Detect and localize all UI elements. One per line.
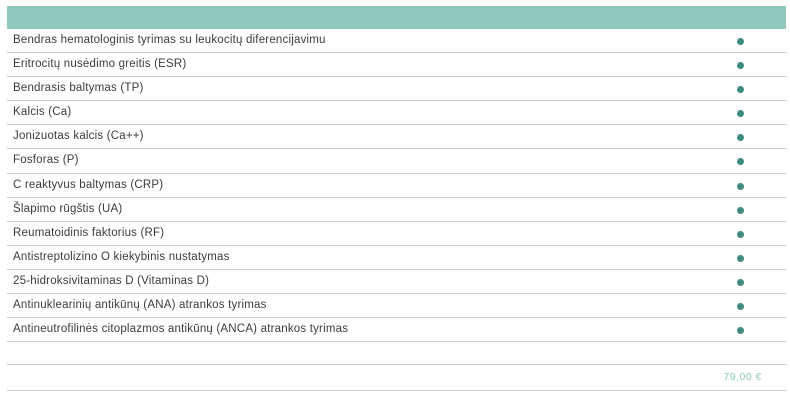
included-dot-icon <box>737 279 744 286</box>
test-list <box>7 29 786 342</box>
table-row <box>7 246 786 270</box>
test-name: Fosforas (P) <box>13 154 79 167</box>
included-dot-icon <box>737 62 744 69</box>
test-name: Jonizuotas kalcis (Ca++) <box>13 130 144 143</box>
table-row <box>7 198 786 222</box>
included-dot-icon <box>737 207 744 214</box>
included-dot-icon <box>737 255 744 262</box>
table-header <box>7 6 786 29</box>
table-row <box>7 101 786 125</box>
table-row <box>7 125 786 149</box>
test-name: Kalcis (Ca) <box>13 106 72 119</box>
tests-table <box>7 6 786 391</box>
table-row <box>7 29 786 53</box>
table-row <box>7 174 786 198</box>
test-name: 25-hidroksivitaminas D (Vitaminas D) <box>13 274 210 287</box>
test-name: Antineutrofilinės citoplazmos antikūnų (ANCA) atrankos tyrimas <box>13 323 349 336</box>
table-row <box>7 318 786 342</box>
included-dot-icon <box>737 183 744 190</box>
package-price: 79,00 € <box>723 371 762 384</box>
test-name: Antistreptolizino O kiekybinis nustatymas <box>13 250 230 263</box>
table-row <box>7 53 786 77</box>
table-row <box>7 294 786 318</box>
test-name: Šlapimo rūgštis (UA) <box>13 202 123 215</box>
included-dot-icon <box>737 38 744 45</box>
table-row <box>7 149 786 173</box>
test-name: Bendras hematologinis tyrimas su leukocitų diferencijavimu <box>13 34 326 46</box>
included-dot-icon <box>737 327 744 334</box>
included-dot-icon <box>737 134 744 141</box>
test-name: Reumatoidinis faktorius (RF) <box>13 226 165 239</box>
spacer <box>7 342 786 364</box>
table-row <box>7 270 786 294</box>
included-dot-icon <box>737 158 744 165</box>
test-name: C reaktyvus baltymas (CRP) <box>13 178 164 191</box>
included-dot-icon <box>737 303 744 310</box>
price-row <box>7 364 786 391</box>
included-dot-icon <box>737 110 744 117</box>
table-row <box>7 222 786 246</box>
test-name: Eritrocitų nusėdimo greitis (ESR) <box>13 58 187 71</box>
table-row <box>7 77 786 101</box>
included-dot-icon <box>737 231 744 238</box>
test-name: Antinuklearinių antikūnų (ANA) atrankos tyrimas <box>13 299 267 312</box>
test-name: Bendrasis baltymas (TP) <box>13 82 144 95</box>
included-dot-icon <box>737 86 744 93</box>
